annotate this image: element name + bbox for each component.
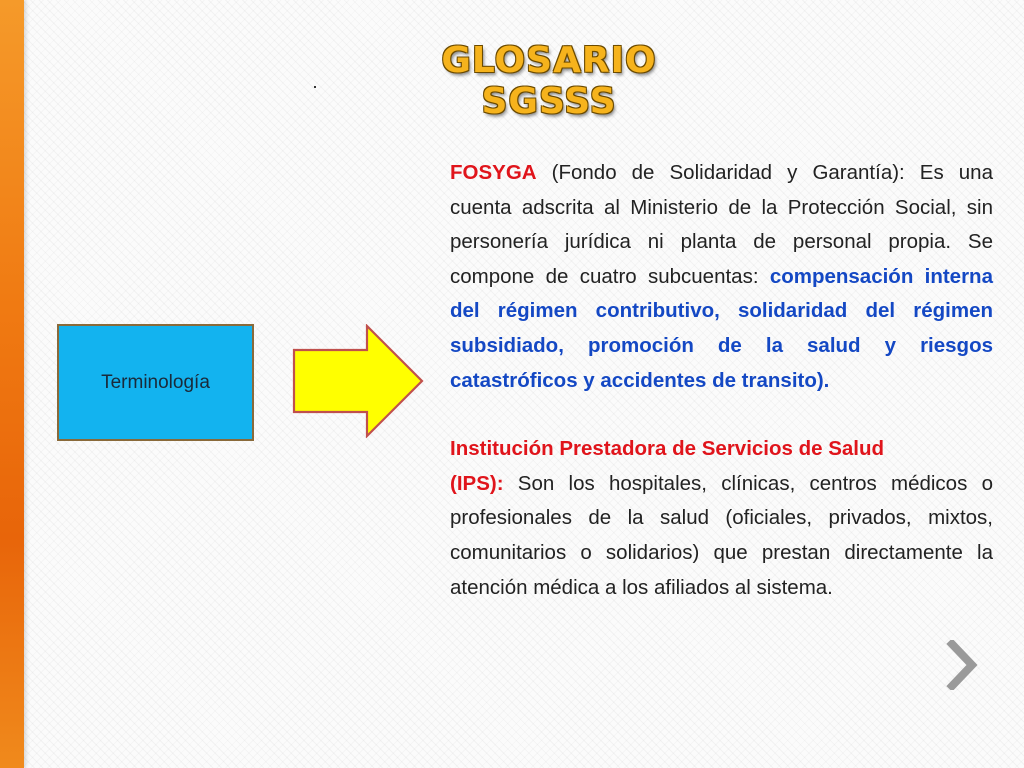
fosyga-paragraph	[450, 156, 993, 398]
side-accent-bar	[0, 0, 24, 768]
slide-title: GLOSARIO SGSSS	[441, 40, 657, 122]
ips-definition: Son los hospitales, clínicas, centros médicos o profesionales de la salud (oficiales, privados, mixtos, comunitarios o solidarios) que prestan directamente la atención médica a los afiliados al sistema.	[450, 471, 993, 599]
fosyga-term: FOSYGA	[450, 161, 537, 184]
terminology-label: Terminología	[101, 371, 210, 393]
arrow-shape	[294, 326, 422, 436]
ips-term-line2: (IPS):	[450, 471, 504, 495]
paragraph-gap	[450, 398, 993, 432]
ips-paragraph	[450, 432, 993, 605]
stray-dot	[314, 86, 316, 88]
glossary-text	[450, 156, 993, 605]
ips-term-line1: Institución Prestadora de Servicios de Salud	[450, 437, 885, 461]
fosyga-subaccounts: compensación interna del régimen contributivo, solidaridad del régimen subsidiado, promoción de la salud y riesgos catastróficos y accidentes de transito).	[450, 264, 993, 392]
chevron-shape	[952, 644, 972, 686]
right-arrow-icon	[292, 324, 424, 438]
terminology-box	[57, 324, 254, 441]
chevron-right-icon[interactable]	[944, 640, 978, 690]
fosyga-definition: (Fondo de Solidaridad y Garantía): Es una cuenta adscrita al Ministerio de la Protección Social, sin personería jurídica ni planta de personal propia. Se compone de cuatro subcuentas:	[450, 161, 993, 288]
